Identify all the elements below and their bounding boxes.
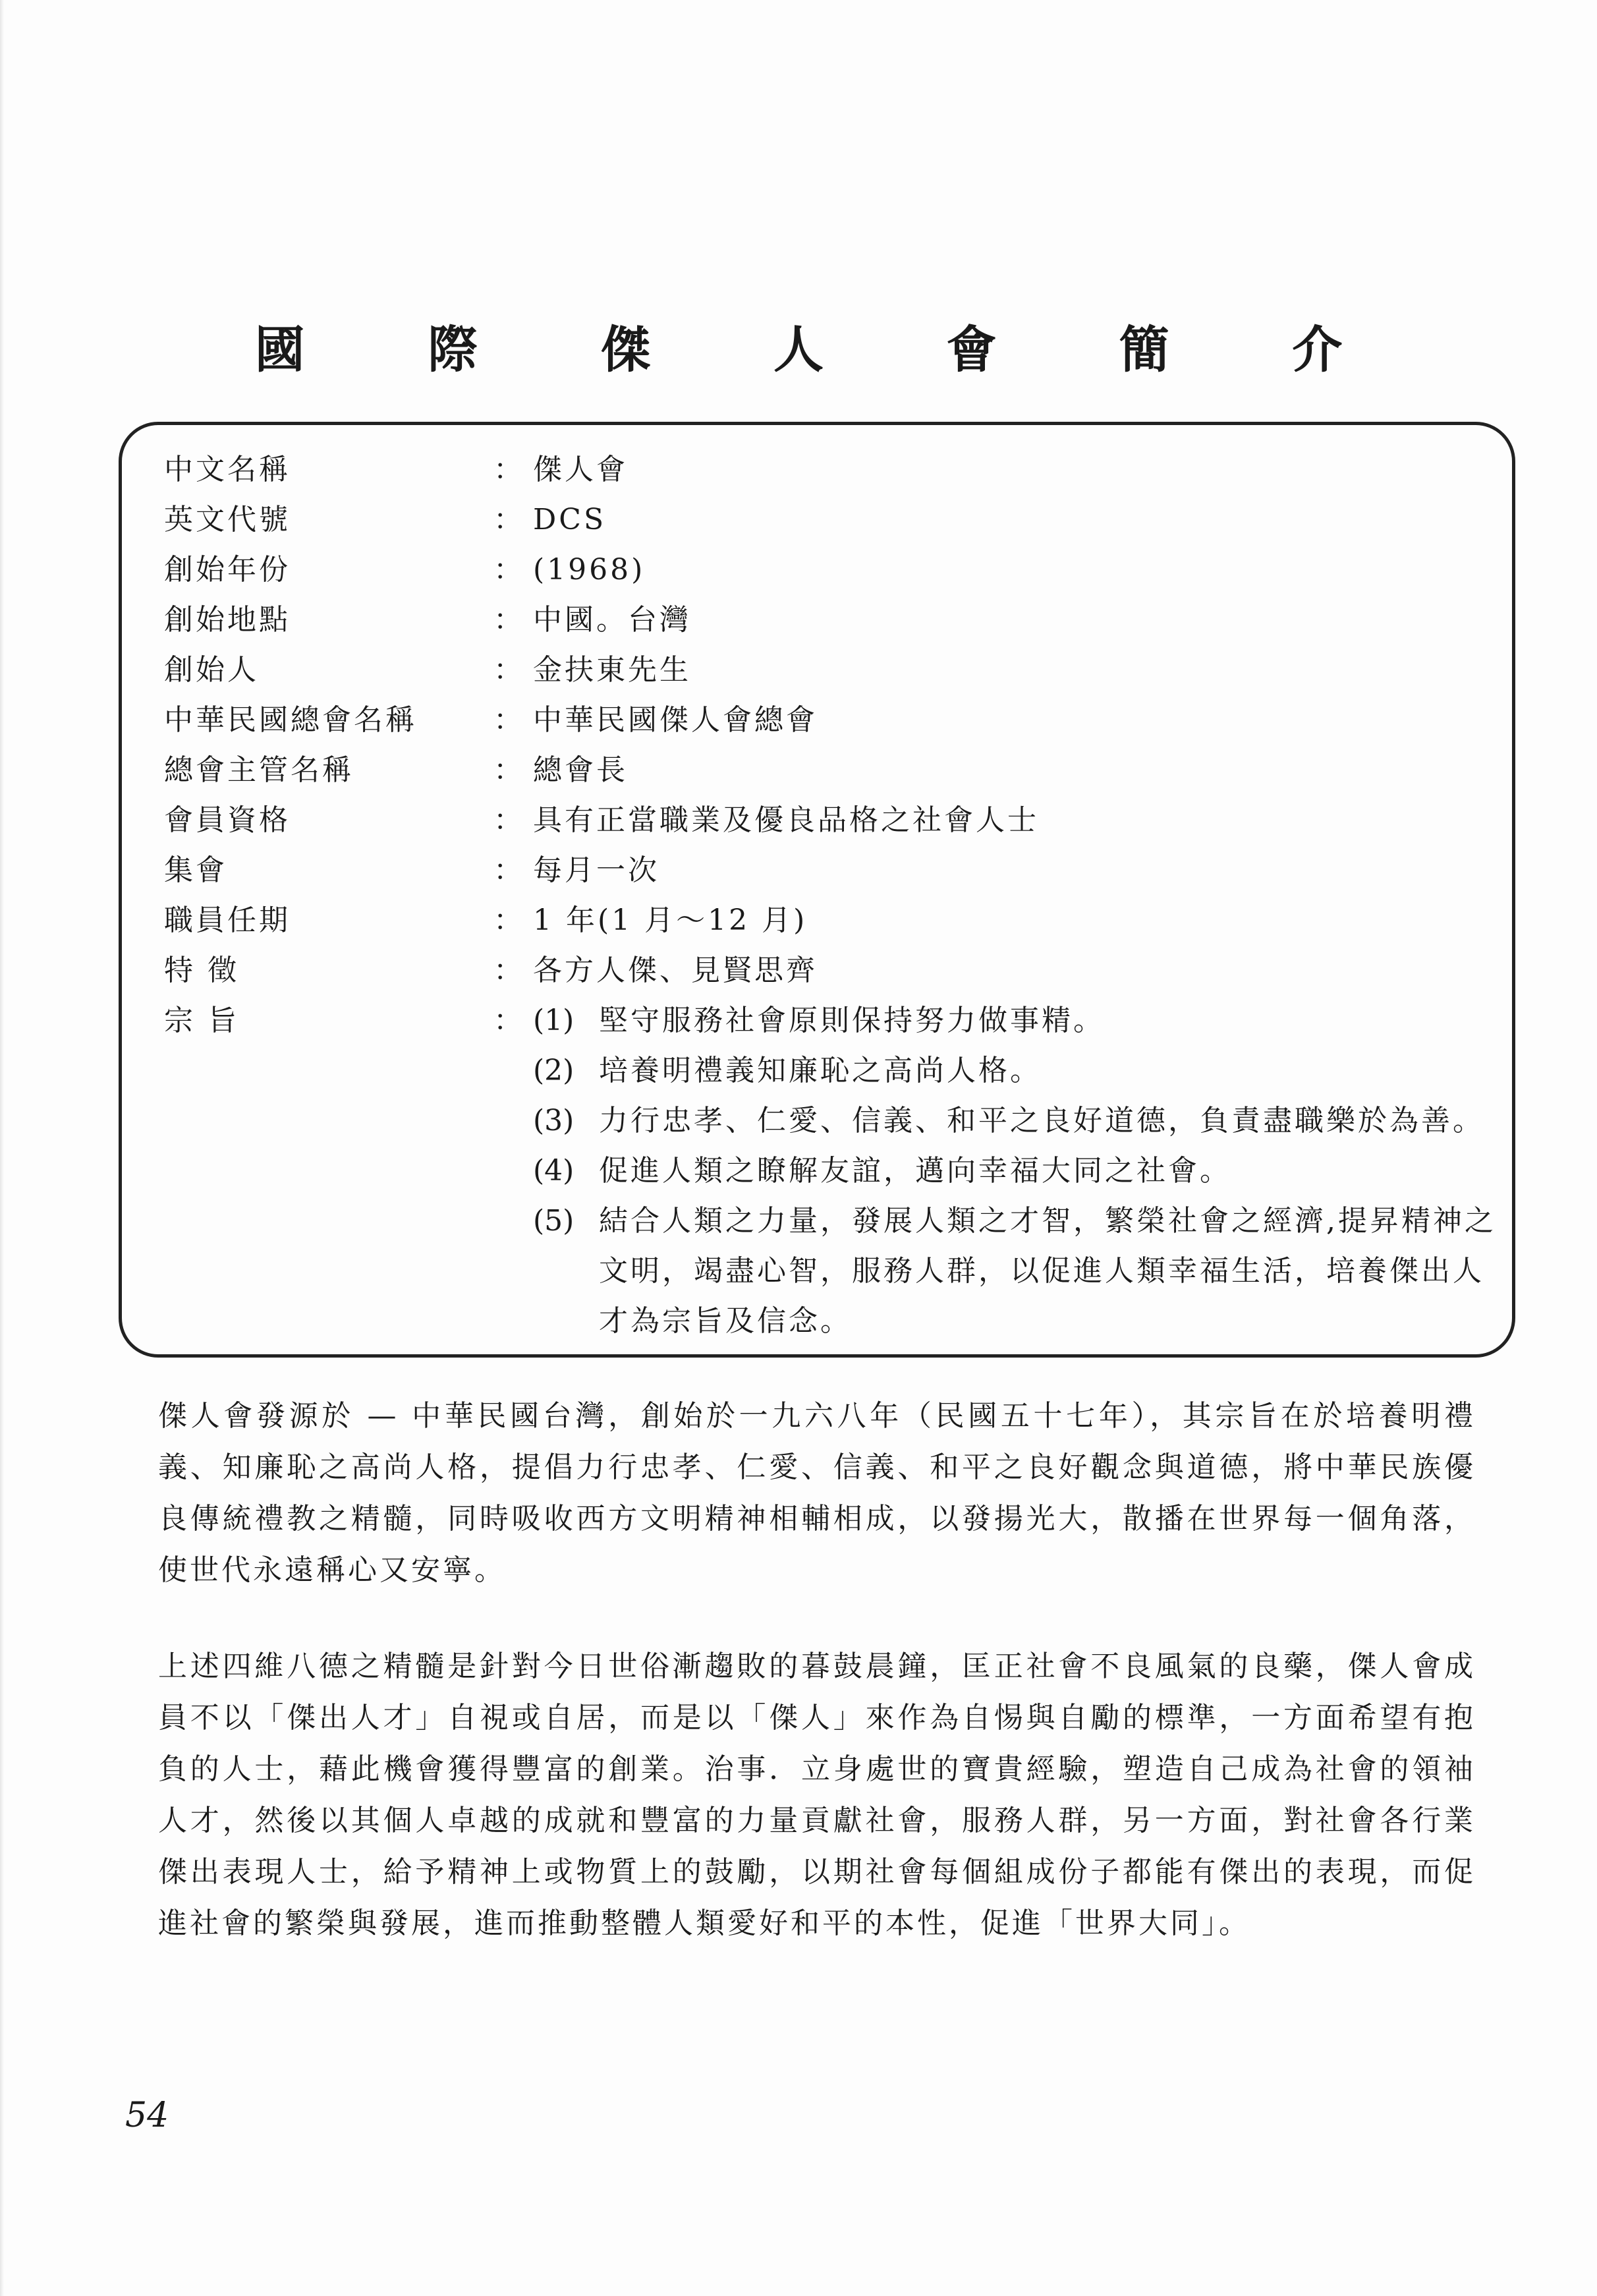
info-colon: ： — [493, 1004, 522, 1037]
info-label: 中華民國總會名稱 — [164, 703, 417, 737]
page-number: 54 — [125, 2096, 169, 2135]
info-value: 中國。台灣 — [533, 603, 691, 637]
info-value: 傑人會 — [533, 453, 628, 486]
info-value: 金扶東先生 — [533, 653, 691, 687]
aim-number: (4) — [533, 1154, 574, 1188]
aim-text: 結合人類之力量，發展人類之才智，繁榮社會之經濟,提昇精神之文明，竭盡心智，服務人群，以促進人類幸福生活，培養傑出人才為宗旨及信念。 — [599, 1204, 1496, 1338]
info-colon: ： — [493, 803, 522, 837]
aim-number: (1) — [533, 1004, 574, 1037]
info-label: 會員資格 — [164, 803, 291, 837]
info-label: 英文代號 — [164, 503, 291, 536]
info-colon: ： — [493, 703, 522, 737]
info-value: 具有正當職業及優良品格之社會人士 — [533, 803, 1039, 837]
info-value: 1 年(1 月～12 月) — [533, 904, 808, 937]
info-colon: ： — [493, 653, 522, 687]
info-colon: ： — [493, 753, 522, 787]
aim-text: 力行忠孝、仁愛、信義、和平之良好道德，負責盡職樂於為善。 — [599, 1104, 1484, 1137]
aim-number: (3) — [533, 1104, 574, 1137]
info-label: 職員任期 — [164, 904, 291, 937]
info-label: 特 徵 — [164, 954, 239, 987]
info-label: 創始地點 — [164, 603, 291, 637]
info-colon: ： — [493, 904, 522, 937]
aim-text: 促進人類之瞭解友誼，邁向幸福大同之社會。 — [599, 1154, 1231, 1188]
aim-number: (5) — [533, 1204, 574, 1238]
info-value: 各方人傑、見賢思齊 — [533, 954, 818, 987]
page-title: 國 際 傑 人 會 簡 介 — [254, 320, 1395, 379]
info-value: 總會長 — [533, 753, 628, 787]
info-colon: ： — [493, 503, 522, 536]
info-label: 創始人 — [164, 653, 259, 687]
info-label: 宗 旨 — [164, 1004, 239, 1037]
info-value: DCS — [533, 503, 607, 536]
info-value: 中華民國傑人會總會 — [533, 703, 818, 737]
info-label: 中文名稱 — [164, 453, 291, 486]
info-label: 集會 — [164, 853, 227, 887]
info-value: 每月一次 — [533, 853, 659, 887]
info-label: 創始年份 — [164, 553, 291, 587]
info-colon: ： — [493, 453, 522, 486]
info-colon: ： — [493, 553, 522, 587]
info-label: 總會主管名稱 — [164, 753, 354, 787]
body-paragraph: 傑人會發源於 — 中華民國台灣，創始於一九六八年（民國五十七年），其宗旨在於培養明禮義、知廉恥之高尚人格，提倡力行忠孝、仁愛、信義、和平之良好觀念與道德，將中華民族優良傳統禮教之精髓，同時吸收西方文明精神相輔相成，以發揚光大，散播在世界每一個角落，使世代永遠稱心又安寧。 — [158, 1399, 1476, 1587]
aim-number: (2) — [533, 1054, 574, 1087]
info-box — [119, 422, 1515, 1358]
info-colon: ： — [493, 603, 522, 637]
body-paragraph: 上述四維八德之精髓是針對今日世俗漸趨敗的暮鼓晨鐘，匡正社會不良風氣的良藥，傑人會成員不以「傑出人才」自視或自居，而是以「傑人」來作為自惕與自勵的標準，一方面希望有抱負的人士，藉此機會獲得豐富的創業。治事．立身處世的寶貴經驗，塑造自己成為社會的領袖人才，然後以其個人卓越的成就和豐富的力量貢獻社會，服務人群，另一方面，對社會各行業傑出表現人士，給予精神上或物質上的鼓勵，以期社會每個組成份子都能有傑出的表現，而促進社會的繁榮與發展，進而推動整體人類愛好和平的本性，促進「世界大同」。 — [158, 1650, 1476, 1940]
info-colon: ： — [493, 954, 522, 987]
aim-text: 堅守服務社會原則保持努力做事精。 — [599, 1004, 1105, 1037]
info-colon: ： — [493, 853, 522, 887]
aim-text: 培養明禮義知廉恥之高尚人格。 — [599, 1054, 1042, 1087]
info-value: (1968) — [533, 553, 646, 587]
